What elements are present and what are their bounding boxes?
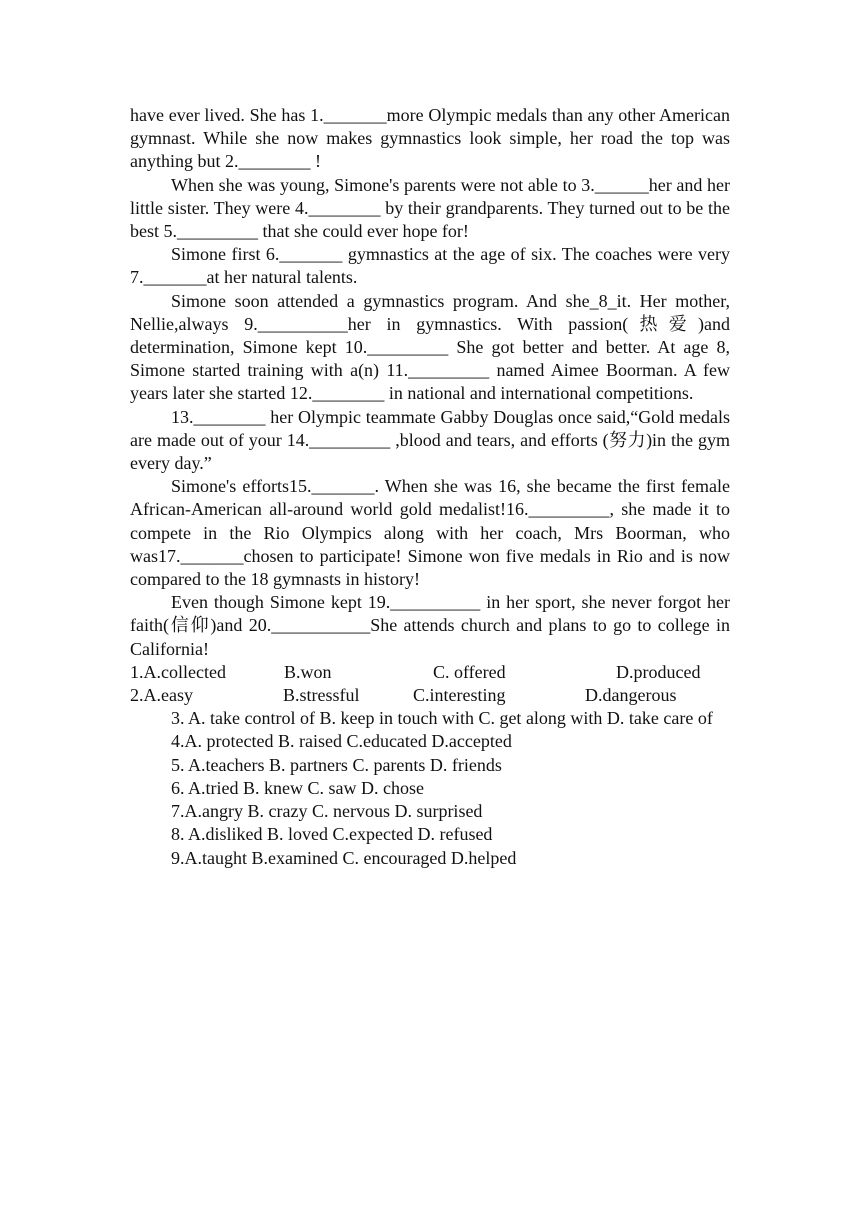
options-question-2: [130, 684, 730, 707]
options-question-7: 7.A.angry B. crazy C. nervous D. surprised: [171, 801, 483, 822]
options-question-8: 8. A.disliked B. loved C.expected D. refused: [171, 824, 493, 845]
option-1a: 1.A.collected: [130, 661, 226, 682]
option-2c: C.interesting: [413, 685, 506, 706]
document-page: [130, 104, 730, 870]
passage-paragraph-6: Simone's efforts15._______. When she was 16, she became the first female African-American all-around world gold medalist!16._________, she made it to compete in the Rio Olympics along with her coach, Mrs Boorman, who was17._______chosen to participate! Simone won five medals in Rio and is now compared to the 18 gymnasts in history!: [130, 476, 730, 590]
option-1c: C. offered: [433, 661, 506, 682]
options-question-3: 3. A. take control of B. keep in touch with C. get along with D. take care of: [171, 708, 713, 729]
passage-paragraph-7: Even though Simone kept 19.__________ in her sport, she never forgot her faith(信仰)and 20.___________She attends church and plans to go to college in California!: [130, 592, 730, 659]
passage-paragraph-1: have ever lived. She has 1._______more Olympic medals than any other American gymnast. While she now makes gymnastics look simple, her road the top was anything but 2.________ !: [130, 105, 730, 172]
passage-paragraph-4: Simone soon attended a gymnastics program. And she_8_it. Her mother, Nellie,always 9.__________her in gymnastics. With passion(热爱)and determination, Simone kept 10._________ She got better and better. At age 8, Simone started training with a(n) 11._________ named Aimee Boorman. A few years later she started 12.________ in national and international competitions.: [130, 290, 730, 404]
options-question-4: 4.A. protected B. raised C.educated D.accepted: [171, 731, 512, 752]
option-2b: B.stressful: [283, 685, 360, 706]
passage-paragraph-5: 13.________ her Olympic teammate Gabby Douglas once said,“Gold medals are made out of your 14._________ ,blood and tears, and efforts (努力)in the gym every day.”: [130, 406, 730, 474]
options-question-5: 5. A.teachers B. partners C. parents D. friends: [171, 754, 502, 775]
options-question-1: [130, 661, 730, 684]
options-question-6: 6. A.tried B. knew C. saw D. chose: [171, 777, 424, 798]
option-2d: D.dangerous: [585, 685, 677, 706]
option-1d: D.produced: [616, 661, 701, 682]
option-2a: 2.A.easy: [130, 685, 193, 706]
passage-paragraph-2: When she was young, Simone's parents were not able to 3.______her and her little sister. They were 4.________ by their grandparents. They turned out to be the best 5._________ that she could ever hope for!: [130, 174, 730, 242]
option-1b: B.won: [284, 661, 332, 682]
passage-paragraph-3: Simone first 6._______ gymnastics at the age of six. The coaches were very 7._______at her natural talents.: [130, 244, 730, 288]
options-question-9: 9.A.taught B.examined C. encouraged D.helped: [171, 847, 517, 868]
